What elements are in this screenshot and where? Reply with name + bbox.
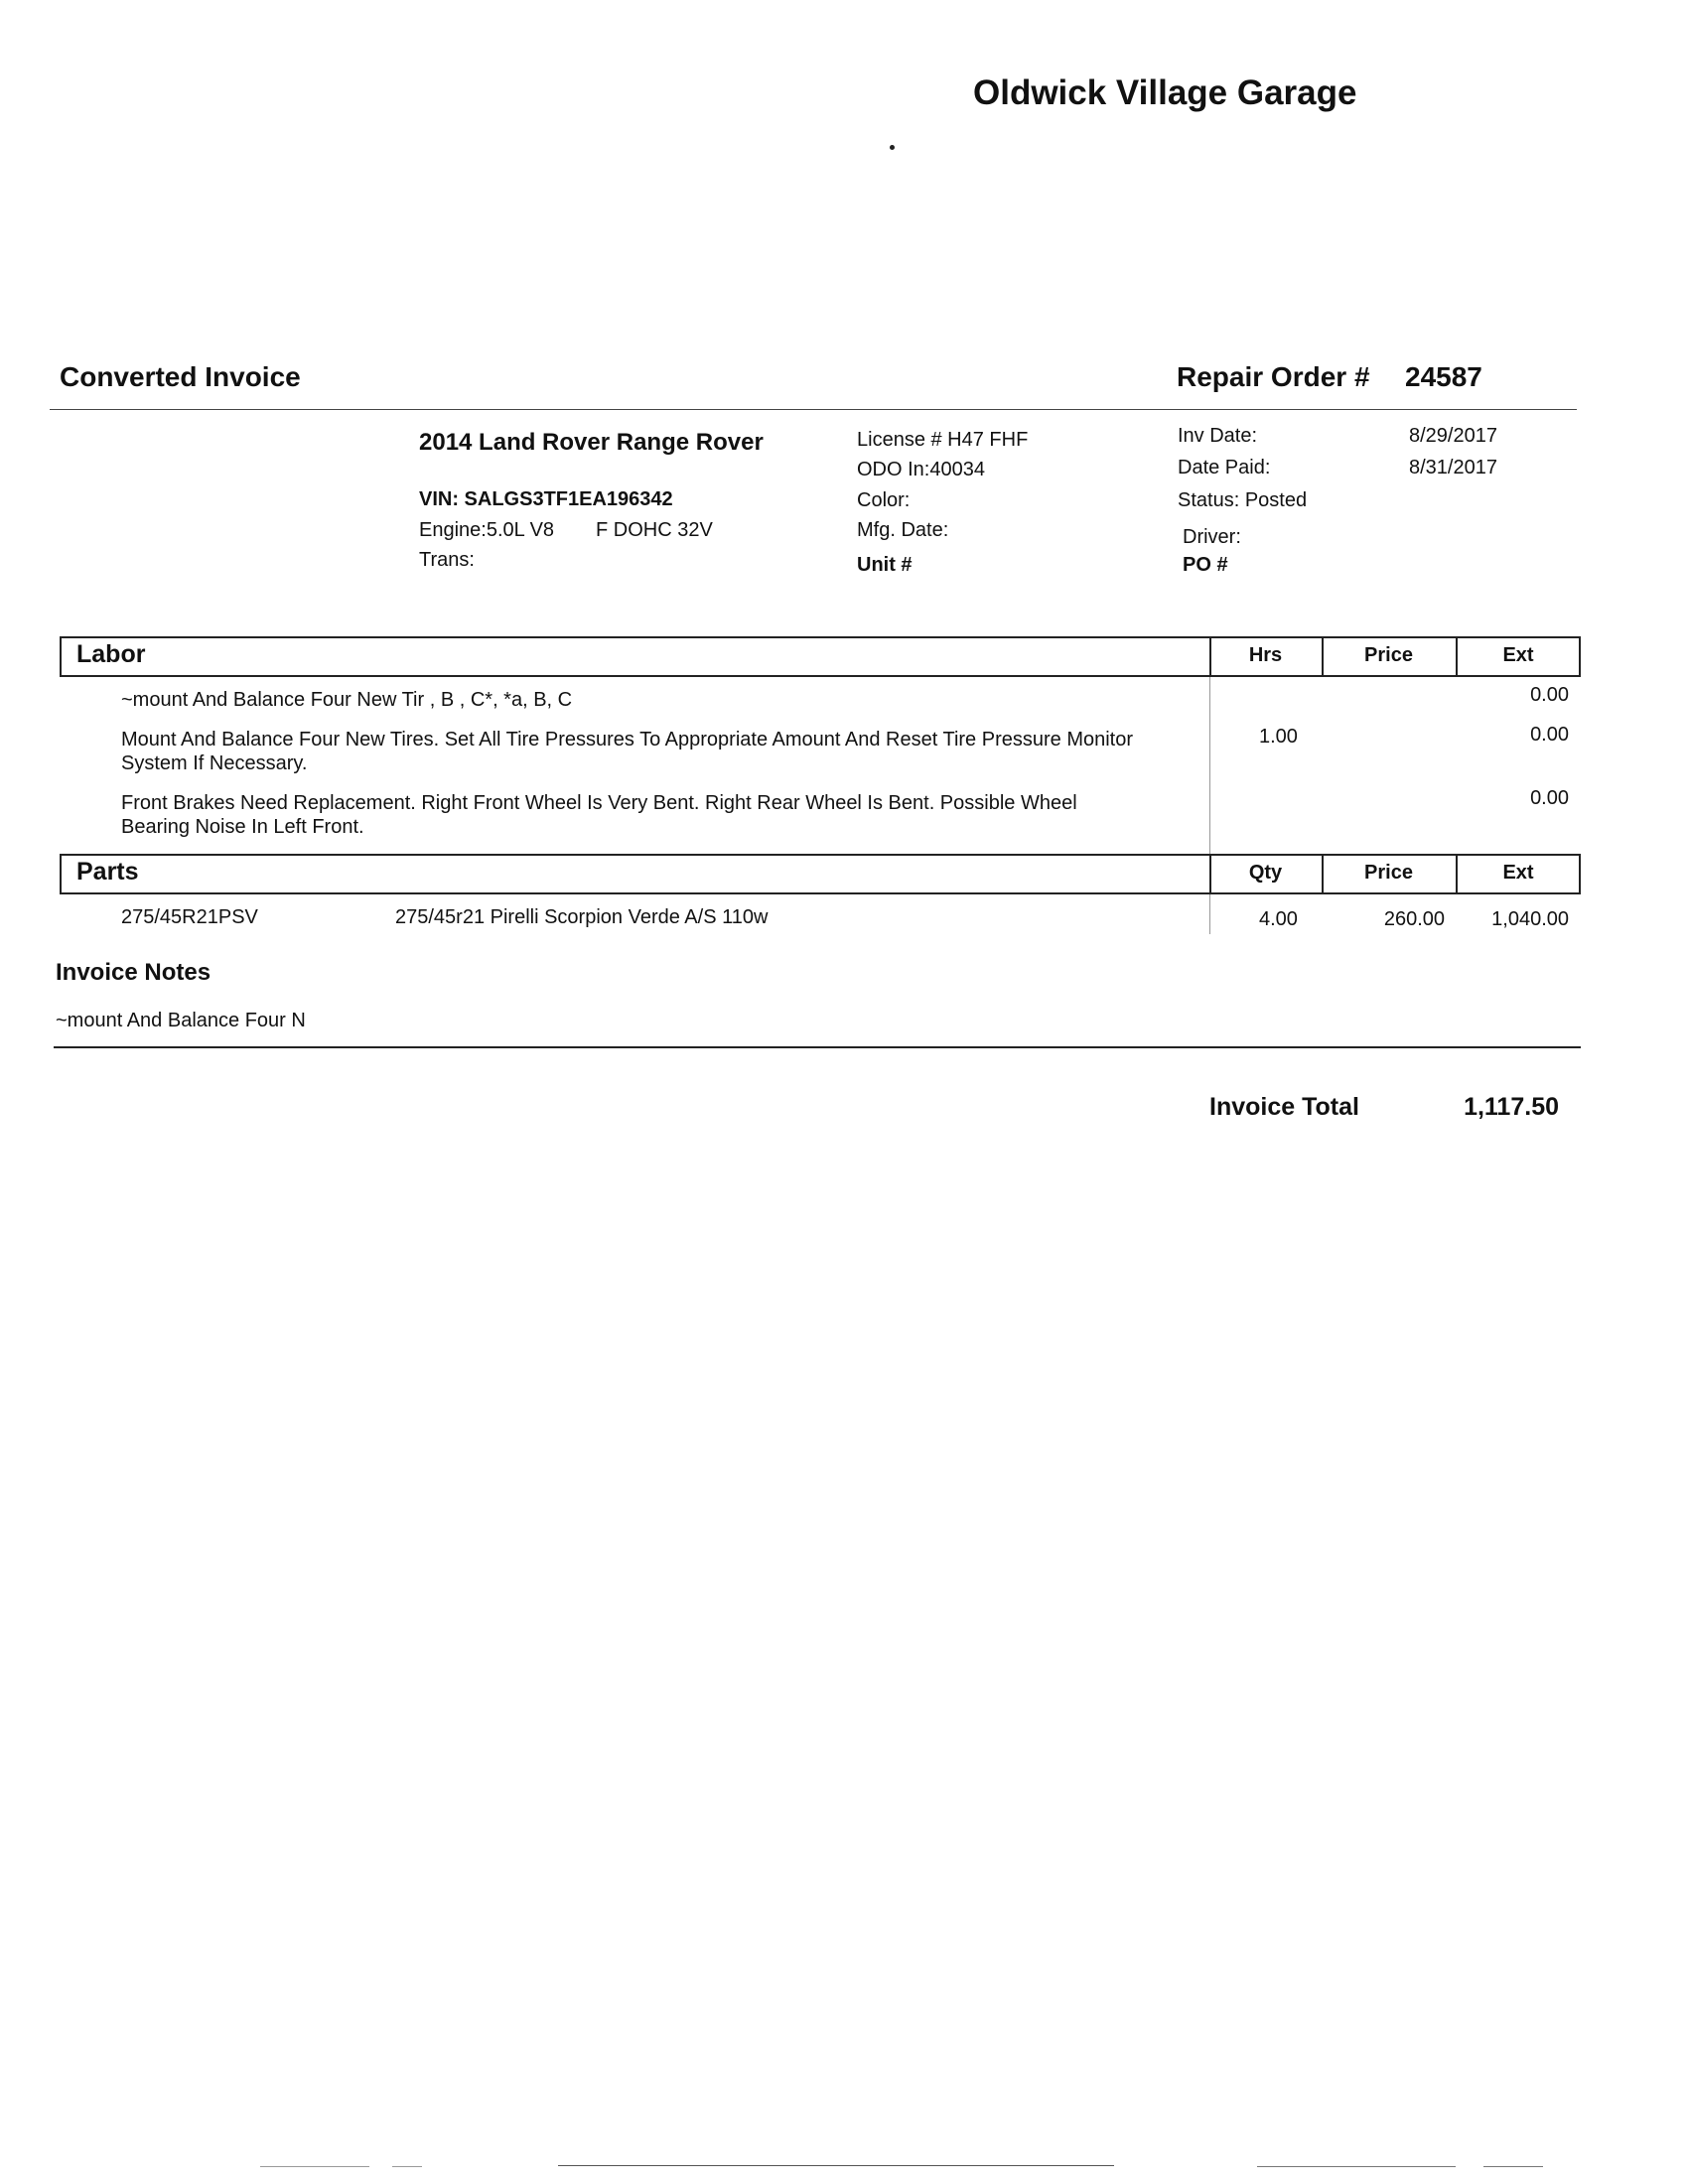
labor-header: Labor [76, 640, 146, 668]
date-paid-value: 8/31/2017 [1409, 457, 1497, 478]
parts-col-ext: Ext [1502, 862, 1534, 884]
part-ext: 1,040.00 [1491, 908, 1569, 930]
labor-item-ext: 0.00 [1530, 787, 1569, 809]
labor-item-description: Mount And Balance Four New Tires. Set All Tire Pressures To Appropriate Amount And Reset Tire Pressure Monitor System If Necessary. [121, 729, 1134, 774]
repair-order-label: Repair Order # [1177, 361, 1370, 392]
vehicle-engine-spec: F DOHC 32V [596, 519, 713, 541]
stray-mark [890, 145, 895, 150]
invoice-title: Converted Invoice [60, 361, 301, 392]
scan-artifact [558, 2165, 1114, 2166]
labor-item-ext: 0.00 [1530, 724, 1569, 746]
header-divider [50, 409, 1577, 410]
inv-date-label: Inv Date: [1178, 425, 1258, 447]
parts-col-qty: Qty [1248, 862, 1283, 884]
part-price: 260.00 [1383, 908, 1445, 930]
scan-artifact [1483, 2166, 1543, 2167]
labor-item-description: ~mount And Balance Four New Tir , B , C*, *a, B, C [121, 689, 573, 711]
part-number: 275/45R21PSV [121, 906, 258, 928]
scan-artifact [1257, 2166, 1456, 2167]
po-field: PO # [1183, 554, 1228, 576]
labor-item-description: Front Brakes Need Replacement. Right Front Wheel Is Very Bent. Right Rear Wheel Is Bent. Possible Wheel Bearing Noise In Left Front. [121, 792, 1077, 838]
labor-col-price: Price [1364, 644, 1413, 666]
invoice-total-value: 1,117.50 [1464, 1093, 1559, 1121]
odometer-field: ODO In:40034 [857, 459, 985, 480]
part-qty: 4.00 [1259, 908, 1298, 930]
vehicle-name: 2014 Land Rover Range Rover [419, 429, 764, 456]
labor-col-ext: Ext [1502, 644, 1534, 666]
part-description: 275/45r21 Pirelli Scorpion Verde A/S 110w [395, 906, 769, 928]
parts-header: Parts [76, 858, 139, 886]
driver-field: Driver: [1183, 526, 1241, 548]
license-field: License # H47 FHF [857, 429, 1029, 451]
inv-date-value: 8/29/2017 [1409, 425, 1497, 447]
labor-item-hrs: 1.00 [1259, 726, 1298, 748]
company-name: Oldwick Village Garage [973, 73, 1357, 112]
status-field: Status: Posted [1178, 489, 1308, 511]
color-field: Color: [857, 489, 911, 511]
scan-artifact [260, 2166, 369, 2167]
invoice-notes-header: Invoice Notes [56, 959, 211, 986]
unit-field: Unit # [857, 554, 913, 576]
invoice-total-label: Invoice Total [1209, 1093, 1359, 1121]
notes-divider [54, 1046, 1581, 1048]
scan-artifact [392, 2166, 422, 2167]
invoice-notes-text: ~mount And Balance Four N [56, 1010, 306, 1031]
parts-col-price: Price [1364, 862, 1413, 884]
parts-column-rule [1209, 894, 1210, 934]
labor-col-hrs: Hrs [1248, 644, 1283, 666]
vehicle-engine: Engine:5.0L V8 [419, 519, 555, 541]
date-paid-label: Date Paid: [1178, 457, 1271, 478]
labor-item-ext: 0.00 [1530, 684, 1569, 706]
labor-column-rule [1209, 677, 1210, 854]
mfg-date-field: Mfg. Date: [857, 519, 949, 541]
vehicle-vin: VIN: SALGS3TF1EA196342 [419, 488, 673, 510]
repair-order-number: 24587 [1405, 361, 1482, 392]
vehicle-trans: Trans: [419, 549, 475, 571]
